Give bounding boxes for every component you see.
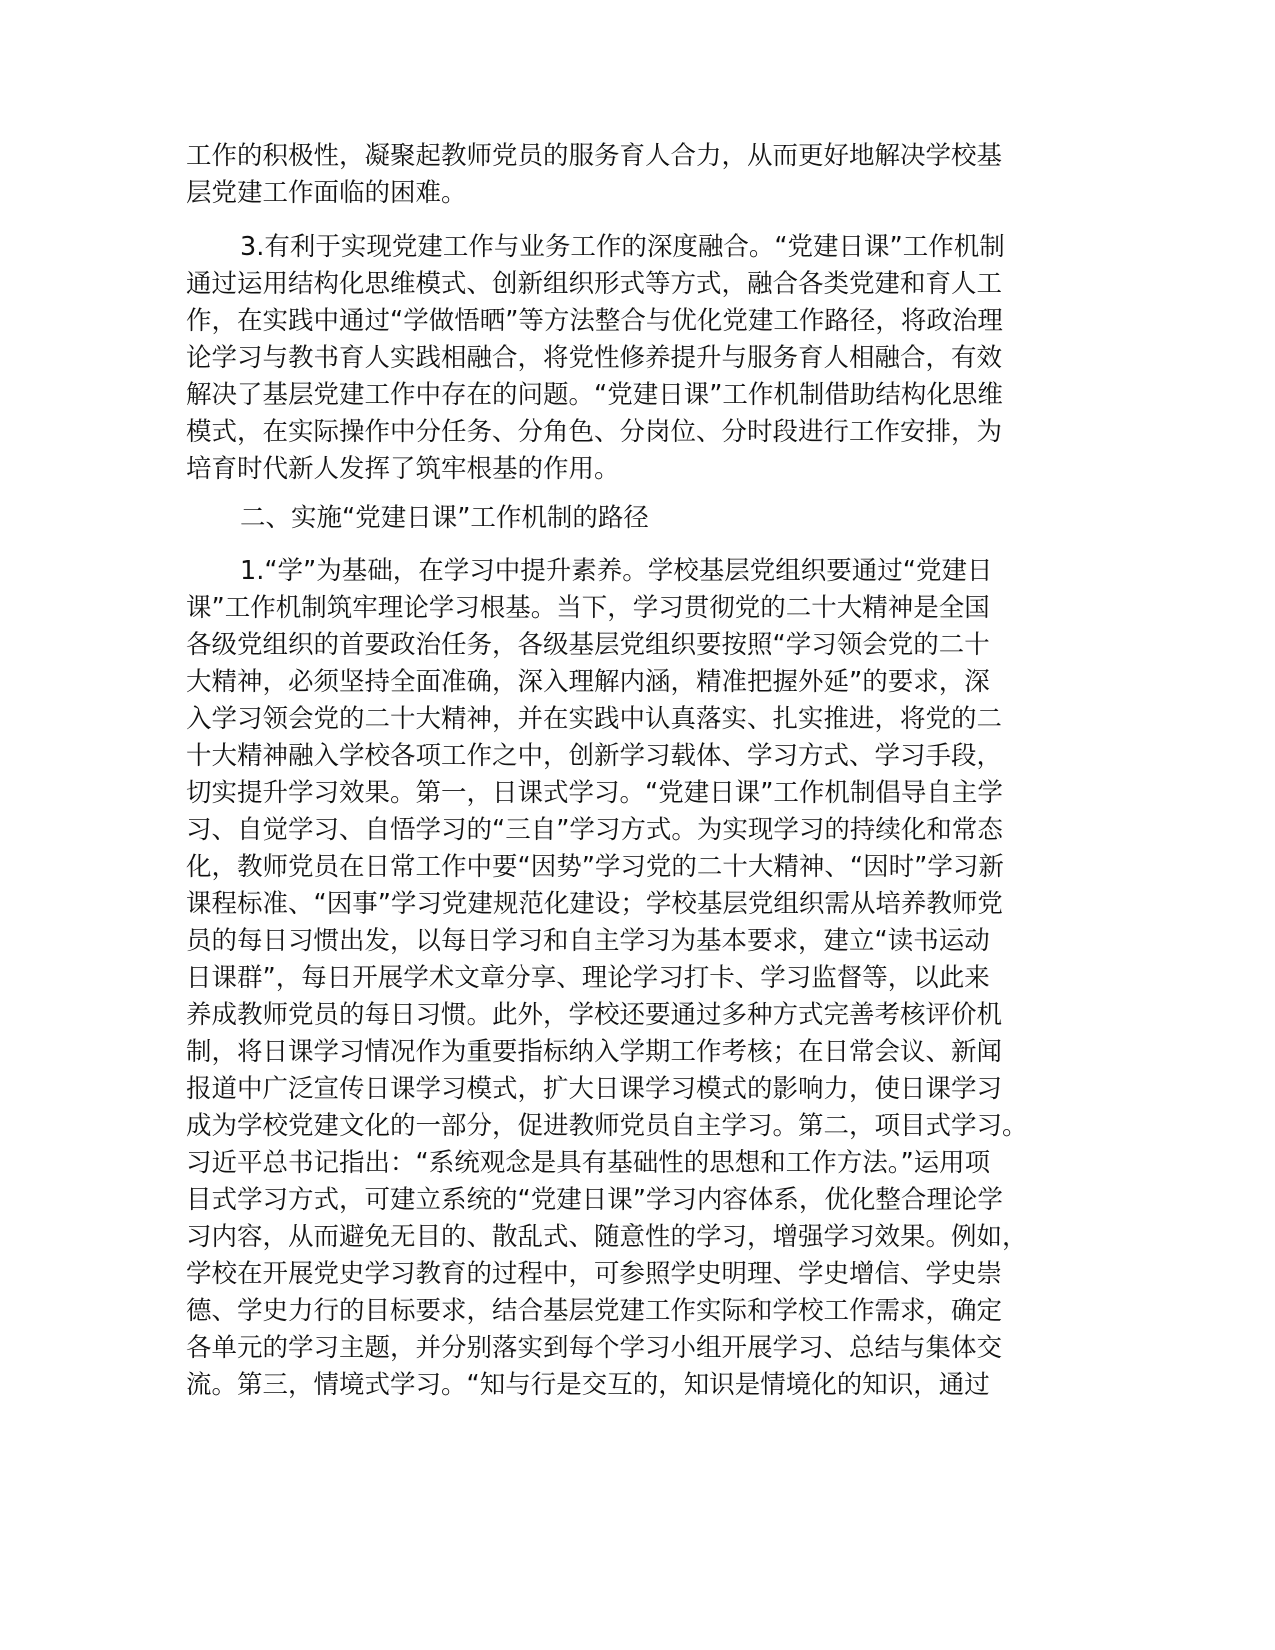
text-line: 课程标准、“因事”学习党建规范化建设；学校基层党组织需从培养教师党 [186,889,1003,919]
paragraph-section-2-1 [186,553,1106,1404]
text-line: 切实提升学习效果。第一，日课式学习。“党建日课”工作机制倡导自主学 [186,778,1003,808]
text-line: 化，教师党员在日常工作中要“因势”学习党的二十大精神、“因时”学习新 [186,852,1004,882]
text-line: 1.“学”为基础，在学习中提升素养。学校基层党组织要通过“党建日 [240,556,993,586]
section-heading [186,500,1106,537]
text-line: 解决了基层党建工作中存在的问题。“党建日课”工作机制借助结构化思维 [186,380,1003,410]
text-line: 培育时代新人发挥了筑牢根基的作用。 [186,454,620,484]
paragraph-continuation [186,138,1106,212]
text-line: 作，在实践中通过“学做悟晒”等方法整合与优化党建工作路径，将政治理 [186,306,1003,336]
text-line: 工作的积极性，凝聚起教师党员的服务育人合力，从而更好地解决学校基 [186,141,1003,171]
text-line: 习内容，从而避免无目的、散乱式、随意性的学习，增强学习效果。例如， [186,1222,1028,1252]
text-line: 3.有利于实现党建工作与业务工作的深度融合。“党建日课”工作机制 [240,232,1005,262]
text-line: 入学习领会党的二十大精神，并在实践中认真落实、扎实推进，将党的二 [186,704,1003,734]
text-line: 十大精神融入学校各项工作之中，创新学习载体、学习方式、学习手段， [186,741,1003,771]
text-line: 各级党组织的首要政治任务，各级基层党组织要按照“学习领会党的二十 [186,630,990,660]
text-line: 习、自觉学习、自悟学习的“三自”学习方式。为实现学习的持续化和常态 [186,815,1003,845]
text-line: 日课群”，每日开展学术文章分享、理论学习打卡、学习监督等，以此来 [186,963,990,993]
text-line: 论学习与教书育人实践相融合，将党性修养提升与服务育人相融合，有效 [186,343,1003,373]
text-line: 养成教师党员的每日习惯。此外，学校还要通过多种方式完善考核评价机 [186,1000,1003,1030]
text-line: 报道中广泛宣传日课学习模式，扩大日课学习模式的影响力，使日课学习 [186,1074,1003,1104]
text-line: 课”工作机制筑牢理论学习根基。当下，学习贯彻党的二十大精神是全国 [186,593,990,623]
paragraph-section-1-3 [186,229,1106,488]
heading-line: 二、实施“党建日课”工作机制的路径 [240,503,649,533]
text-line: 员的每日习惯出发，以每日学习和自主学习为基本要求，建立“读书运动 [186,926,990,956]
text-line: 流。第三，情境式学习。“知与行是交互的，知识是情境化的知识，通过 [186,1370,990,1400]
text-line: 德、学史力行的目标要求，结合基层党建工作实际和学校工作需求，确定 [186,1296,1003,1326]
text-line: 习近平总书记指出：“系统观念是具有基础性的思想和工作方法。”运用项 [186,1148,991,1178]
text-line: 各单元的学习主题，并分别落实到每个学习小组开展学习、总结与集体交 [186,1333,1003,1363]
text-line: 制，将日课学习情况作为重要指标纳入学期工作考核；在日常会议、新闻 [186,1037,1003,1067]
text-line: 模式，在实际操作中分任务、分角色、分岗位、分时段进行工作安排，为 [186,417,1003,447]
text-line: 层党建工作面临的困难。 [186,178,467,208]
text-line: 成为学校党建文化的一部分，促进教师党员自主学习。第二，项目式学习。 [186,1111,1028,1141]
text-line: 大精神，必须坚持全面准确，深入理解内涵，精准把握外延”的要求，深 [186,667,990,697]
text-line: 学校在开展党史学习教育的过程中，可参照学史明理、学史增信、学史崇 [186,1259,1003,1289]
text-line: 通过运用结构化思维模式、创新组织形式等方式，融合各类党建和育人工 [186,269,1003,299]
text-line: 目式学习方式，可建立系统的“党建日课”学习内容体系，优化整合理论学 [186,1185,1003,1215]
